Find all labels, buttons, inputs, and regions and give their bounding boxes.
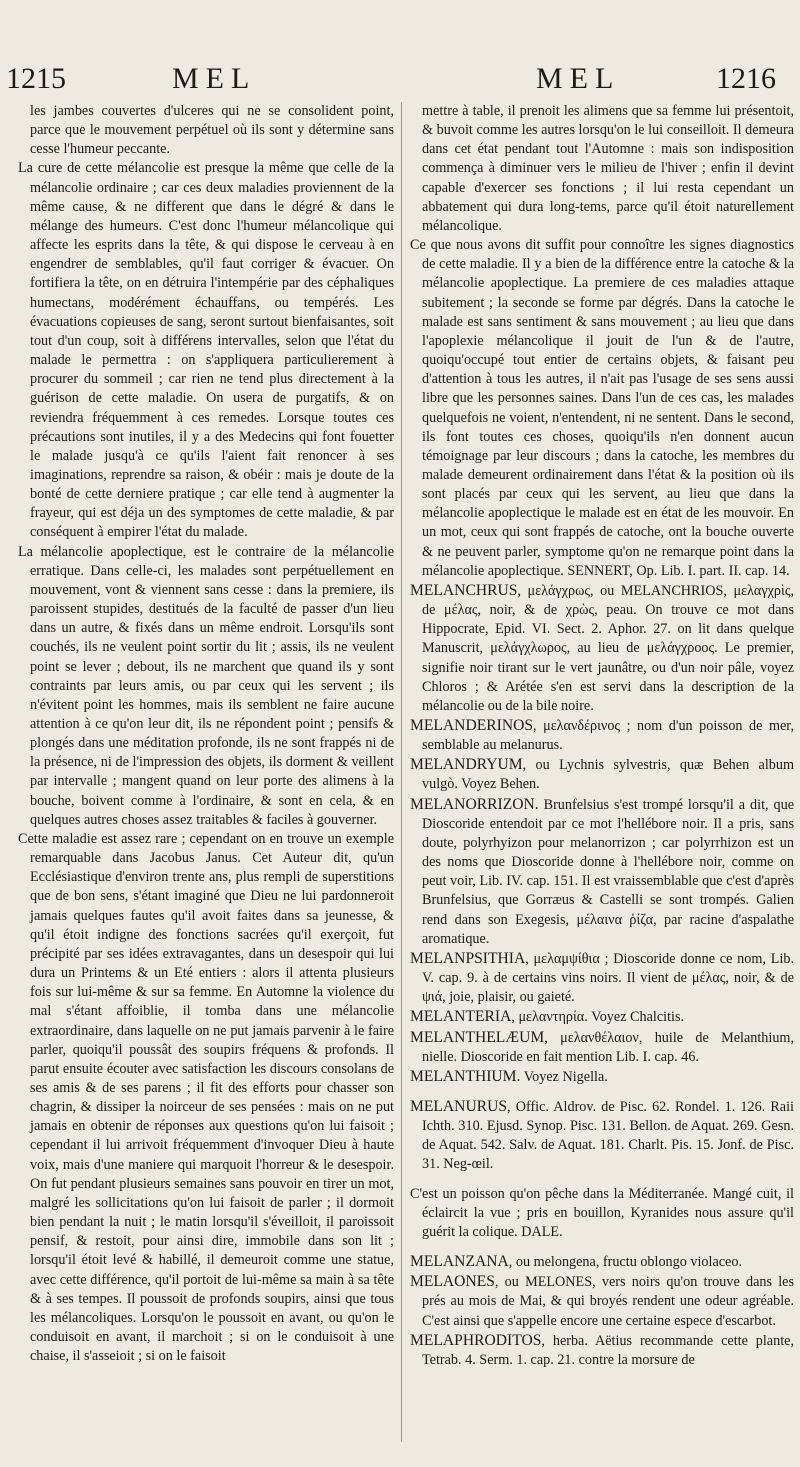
entry-headword: MELANDRYUM	[410, 756, 523, 774]
dictionary-entry	[410, 1252, 794, 1272]
left-column	[18, 102, 394, 1462]
entry-headword: MELANTHIUM.	[410, 1067, 521, 1085]
entry-text: , μελανδέρινος ; nom d'un poisson de mer, semblable au melanurus.	[422, 718, 794, 754]
dictionary-entry	[410, 755, 794, 794]
entry-headword: MELANPSITHIA	[410, 949, 526, 967]
entry-text: , Offic. Aldrov. de Pisc. 62. Rondel. 1. 126. Raii Ichth. 310. Ejusd. Synop. Pisc. 131. Bellon. de Aquat. 269. Gesn. de Aquat. 542. Salv. de Aquat. 181. Charlt. Pis. 15. Jonf. de Pisc. 31. Neg-œil.	[422, 1098, 794, 1173]
entry-headword: MELANURUS	[410, 1097, 508, 1115]
entry-text: Voyez Nigella.	[520, 1068, 608, 1085]
column-divider	[401, 102, 402, 1442]
paragraph: C'est un poisson qu'on pêche dans la Méditerranée. Mangé cuit, il éclaircit la vue ; pris en bouillon, Kyranides nous assure qu'il guérit la colique. DALE.	[410, 1185, 794, 1240]
spacer	[410, 1087, 794, 1097]
entry-text: , μελανθέλαιον, huile de Melanthium, nielle. Dioscoride en fait mention Lib. I. cap. 46.	[422, 1029, 794, 1065]
entry-headword: MELANTHELÆUM	[410, 1028, 545, 1046]
running-head-right: MEL	[536, 62, 621, 95]
entry-text: , ou Lychnis sylvestris, quæ Behen album vulgò. Voyez Behen.	[422, 757, 794, 793]
spacer	[410, 1242, 794, 1252]
entry-headword: MELANORRIZON.	[410, 795, 539, 813]
paragraph: Cette maladie est assez rare ; cependant on en trouve un exemple remarquable dans Jacobus Janus. Cet Auteur dit, qu'un Ecclésiastique d'environ trente ans, plus rempli de superstitions que de bon sens, s'étant imaginé que Dieu ne lui pardonneroit jamais quelques fautes qu'il avoit faites dans sa jeunesse, & qu'il étoit indigne des fonctions sacrées qu'il exerçoit, fut précipité par ses idées extravagantes, dans un desespoir qui lui dura un Printems & un Eté entiers : alors il attenta plusieurs fois sur lui-même & sur sa femme. En Automne la violence du mal s'étant affoiblie, il tomba dans une mélancolie extraordinaire, dans laquelle on ne put jamais parvenir à le faire parler, quoiqu'il poussât des soupirs fréquens & profonds. Il parut ensuite écouter avec satisfaction les discours consolans de ses amis & de ses parens ; il fit des efforts pour chasser son chagrin, & dissiper la noirceur de ses pensées : mais on ne put jamais en obtenir de réponses aux questions qu'on lui faisoit ; cependant il lui arrivoit fréquemment d'invoquer Dieu à haute voix, mais d'une maniere qui marquoit l'horreur & le desespoir. On fut pendant plusieurs semaines sans pouvoir en tirer un mot, malgré les sollicitations qu'on lui faisoit de parler ; il dormoit bien pendant la nuit ; le matin lorsqu'il s'éveilloit, il paroissoit pensif, & restoit, pour ainsi dire, immobile dans son lit ; lorsqu'il étoit levé & habillé, il demeuroit comme une statue, avec cette différence, qu'il portoit de lui-même sa main à sa tête & à ses tempes. Il poussoit de profonds soupirs, ainsi que tous les mélancoliques. Lorsqu'on le poussoit en avant, ou qu'on le conduisoit en avant, il marchoit ; si on le conduisoit à une chaise, il s'asseioit ; si on le faisoit	[18, 830, 394, 1365]
spacer	[410, 1175, 794, 1185]
entry-headword: MELANTERIA	[410, 1008, 512, 1026]
dictionary-entry	[410, 1097, 794, 1175]
entry-text: , ou melongena, fructu oblongo violaceo.	[508, 1254, 742, 1271]
dictionary-entry	[410, 795, 794, 949]
dictionary-entry	[410, 716, 794, 755]
page-header	[0, 62, 800, 102]
page-number-right: 1216	[716, 62, 776, 95]
entry-text: Brunfelsius s'est trompé lorsqu'il a dit, que Dioscoride entendoit par ce mot l'hellébore noir. Il a pris, sans doute, polyrhyizon pour melanorrizon ; car polyrrhizon est un des noms que Dioscoride donne à l'hellébore noir, comme on peut voir, Lib. IV. cap. 151. Il est vraissemblable que c'est d'après Brunfelsius, que Gorræus & Castelli se sont trompés. Galien rend dans son Exegesis, μέλαινα ῥίζα, par racine d'aspalathe aromatique.	[422, 796, 794, 947]
right-column	[410, 102, 794, 1462]
entry-text: , μελαμψίθια ; Dioscoride donne ce nom, Lib. V. cap. 9. à de certains vins noirs. Il vient de μέλας, noir, & de ψιά, joie, plaisir, ou gaieté.	[422, 950, 794, 1006]
entry-text: , herba. Aëtius recommande cette plante, Tetrab. 4. Serm. 1. cap. 21. contre la morsure de	[422, 1332, 794, 1368]
dictionary-entry	[410, 1272, 794, 1330]
entry-headword: MELANZANA	[410, 1253, 509, 1271]
entry-headword: MELAONES	[410, 1273, 495, 1291]
dictionary-entry	[410, 1331, 794, 1370]
paragraph: les jambes couvertes d'ulceres qui ne se consolident point, parce que le mouvement perpétuel où ils sont y détermine sans cesse l'humeur peccante.	[30, 103, 394, 158]
paragraph: mettre à table, il prenoit les alimens que sa femme lui présentoit, & buvoit comme les autres lorsqu'on le lui conseilloit. Il demeura dans cet état pendant tout l'Automne : mais son indisposition commença à diminuer vers le milieu de l'hiver ; enfin il devint capable d'exercer ses fonctions ; il lui resta cependant un abbatement qui dura long-tems, parce qu'il étoit naturellement mélancolique.	[422, 103, 794, 234]
entry-headword: MELANDERINOS	[410, 717, 534, 734]
paragraph: La mélancolie apoplectique, est le contraire de la mélancolie erratique. Dans celle-ci, les malades sont perpétuellement en mouvement, vont & viennent sans cesse : dans la premiere, ils paroissent stupides, destitués de la faculté de passer d'un lieu dans un autre, & fixés dans un même endroit. Lorsqu'ils sont couchés, ils ne veulent point sortir du lit ; assis, ils ne veulent point se lever ; debout, ils ne marchent que quand ils y sont contraints par leurs amis, ou par ceux qui les servent ; ils n'évitent point les hommes, mais ils semblent ne faire aucune attention à ce qu'on leur dit, ils ne répondent point ; pensifs & plongés dans une méditation profonde, ils ne sont frappés ni de la présence, ni de l'impression des objets, ils dorment & veillent par intervalle ; mangent quand on leur porte des alimens à la bouche, boivent comme à l'ordinaire, & sont en cela, & en quelques autres choses assez traitables & faciles à gouverner.	[18, 543, 394, 828]
paragraph: Ce que nous avons dit suffit pour connoître les signes diagnostics de cette maladie. Il y a bien de la différence entre la catoche & la mélancolie apoplectique. La premiere de ces maladies attaque subitement ; la seconde se forme par dégrés. Dans la catoche le malade est sans sentiment & sans mouvement ; au lieu que dans l'apoplexie mélancolique il jouit de l'un & de l'autre, quoiqu'occupé tout entier de certains objets, & faisant peu d'attention à tous les autres, il n'ait pas l'usage de ses sens aussi libre que les personnes saines. Dans l'un de ces cas, les malades quelquefois ne voient, n'entendent, ni ne sentent. Dans le second, ils font toutes ces choses, quoiqu'ils n'en donnent aucun témoignage par leur discours ; dans la catoche, les membres du malade demeurent ordinairement dans l'état & la position où ils sont placés par ceux qui les servent, au lieu que dans la mélancolie apoplectique le malade est en état de les mouvoir. En un mot, ceux qui sont frappés de catoche, ont la bouche ouverte & ne peuvent parler, symptome qu'on ne remarque point dans la mélancolie apoplectique. SENNERT, Op. Lib. I. part. II. cap. 14.	[410, 237, 794, 579]
entry-headword: MELAPHRODITOS	[410, 1331, 542, 1349]
running-head-left: MEL	[172, 62, 257, 95]
dictionary-entry	[410, 581, 794, 716]
entry-text: , μελάγχρως, ou MELANCHRIOS, μελαγχρὶς, de μέλας, noir, & de χρὼς, peau. On trouve ce mot dans Hippocrate, Epid. VI. Sect. 2. Aphor. 27. on lit dans quelque Manuscrit, μελάγχλωρος, au lieu de μελάγχροος. Le premier, signifie noir tirant sur le vert jaunâtre, ou d'un noir pâle, voyez Chloros ; & Arétée s'en est servi dans la description de la mélancolie ou de la bile noire.	[422, 582, 794, 714]
paragraph: La cure de cette mélancolie est presque la même que celle de la mélancolie ordinaire ; car ces deux maladies proviennent de la même cause, & ne different que dans le dégré & dans le mélange des humeurs. C'est donc l'humeur mélancolique qui affecte les esprits dans la tête, & qui dispose le cerveau à en engendrer de semblables, qu'il faut corriger & évacuer. On fortifiera la tête, on en détruira l'intempérie par des céphaliques humectans, modérément échauffans, ou tempérés. Les évacuations copieuses de sang, seront surtout bienfaisantes, soit tout d'un coup, soit à différens intervalles, selon que l'état du malade le permettra : on s'appliquera particulierement à procurer du sommeil ; car rien ne tend plus directement à la guérison de cette maladie. On usera de purgatifs, & on reviendra fréquemment à ces remedes. Lorsque toutes ces précautions sont inutiles, il y a des Medecins qui font fouetter le malade jusqu'à ce qu'ils l'aient fait renoncer à ses imaginations, reprendre sa raison, & obéir : mais je doute de la bonté de cette derniere pratique ; car elle tend à augmenter la frayeur, qui est déja un des symptomes de cette maladie, & par conséquent à empirer l'état du malade.	[18, 160, 394, 541]
dictionary-entry	[410, 949, 794, 1007]
entry-text: , μελαντηρία. Voyez Chalcitis.	[511, 1009, 685, 1026]
entry-headword: MELANCHRUS	[410, 581, 518, 599]
entry-text: , ou MELONES, vers noirs qu'on trouve dans les prés au mois de Mai, & qui broyés rendent une odeur agréable. C'est ainsi que s'appelle encore une certaine espece d'escarbot.	[422, 1274, 794, 1329]
page-number-left: 1215	[6, 62, 66, 95]
dictionary-entry	[410, 1028, 794, 1067]
dictionary-entry	[410, 1007, 794, 1027]
dictionary-entry	[410, 1067, 794, 1087]
